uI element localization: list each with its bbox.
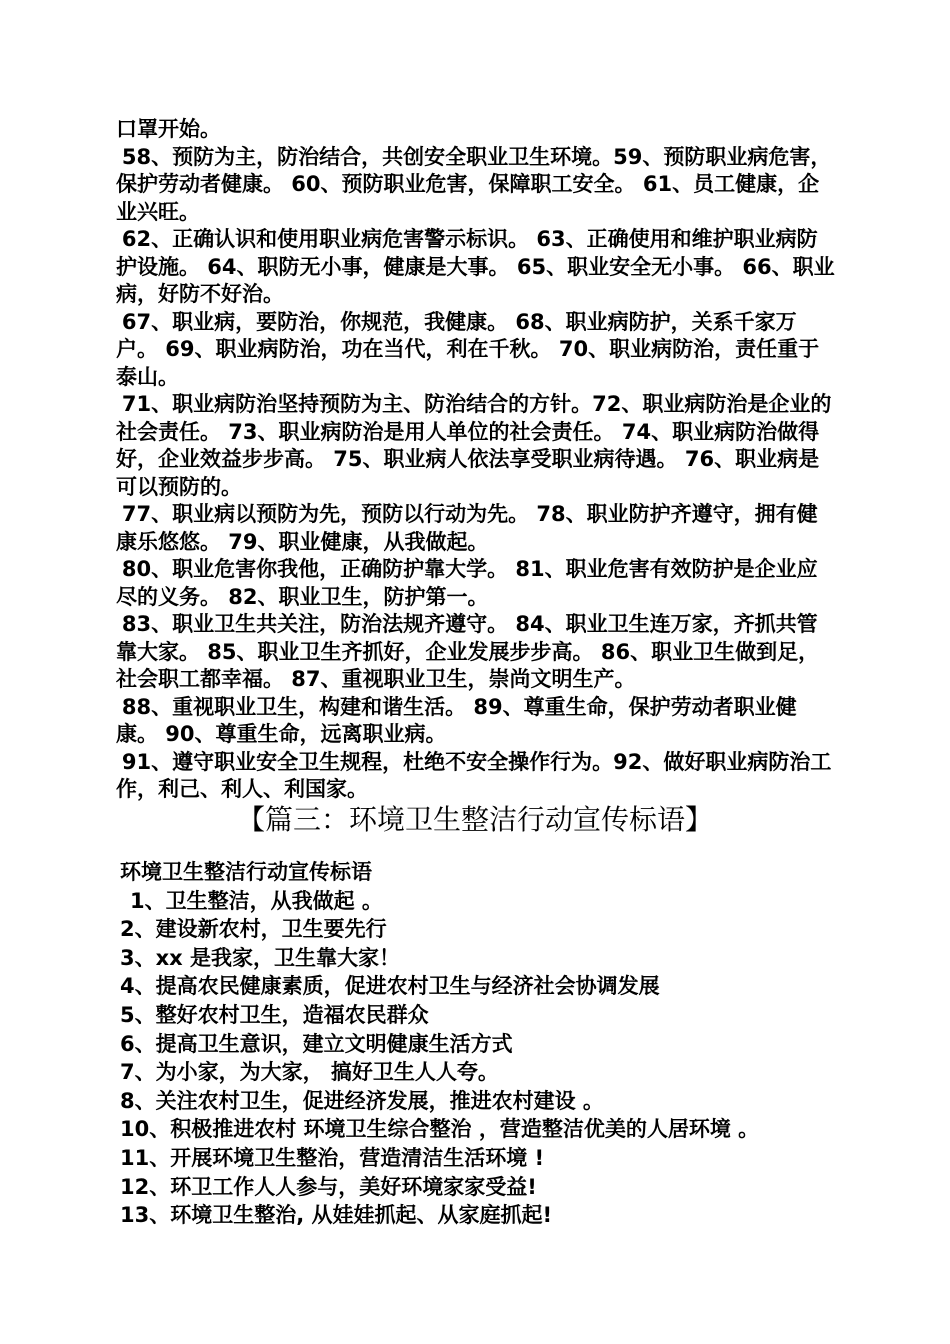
paragraph: 83、职业卫生共关注，防治法规齐遵守。 84、职业卫生连万家，齐抓共管靠大家。 85、职业卫生齐抓好，企业发展步步高。 86、职业卫生做到足，社会职工都幸福。 87、重视职业卫生，崇尚文明生产。 bbox=[116, 612, 820, 691]
list-item: 5、整好农村卫生，造福农民群众 bbox=[120, 1002, 429, 1027]
list-item: 1、卫生整洁，从我做起 。 bbox=[130, 888, 383, 913]
list-item: 10、积极推进农村 环境卫生综合整治 ，营造整洁优美的人居环境 。 bbox=[120, 1117, 760, 1142]
paragraph: 口罩开始。 bbox=[116, 117, 221, 141]
list-item: 12、环卫工作人人参与，美好环境家家受益! bbox=[120, 1174, 537, 1199]
list-item: 6、提高卫生意识，建立文明健康生活方式 bbox=[120, 1031, 513, 1056]
occupational-health-slogans bbox=[116, 116, 838, 804]
list-item: 3、xx 是我家，卫生靠大家！ bbox=[120, 945, 401, 970]
paragraph: 67、职业病，要防治，你规范，我健康。 68、职业病防护，关系千家万户。 69、职业病防治，功在当代，利在千秋。 70、职业病防治，责任重于泰山。 bbox=[116, 309, 820, 389]
paragraph: 80、职业危害你我他，正确防护靠大学。 81、职业危害有效防护是企业应尽的义务。 82、职业卫生，防护第一。 bbox=[116, 557, 818, 609]
section-heading: 【篇三：环境卫生整洁行动宣传标语】 bbox=[236, 803, 713, 836]
list-item: 7、为小家，为大家， 搞好卫生人人夸。 bbox=[120, 1060, 499, 1085]
list-item: 2、建设新农村，卫生要先行 bbox=[120, 917, 387, 942]
paragraph: 91、遵守职业安全卫生规程，杜绝不安全操作行为。92、做好职业病防治工作，利己、利人、利国家。 bbox=[116, 749, 832, 801]
sanitation-slogan-list bbox=[120, 858, 880, 1230]
list-item: 8、关注农村卫生，促进经济发展，推进农村建设 。 bbox=[120, 1088, 604, 1113]
list-title: 环境卫生整洁行动宣传标语 bbox=[120, 860, 372, 884]
paragraph: 77、职业病以预防为先，预防以行动为先。 78、职业防护齐遵守，拥有健康乐悠悠。 79、职业健康，从我做起。 bbox=[116, 502, 818, 554]
list-item: 13、环境卫生整治, 从娃娃抓起、从家庭抓起! bbox=[120, 1203, 553, 1228]
paragraph: 58、预防为主，防治结合，共创安全职业卫生环境。59、预防职业病危害，保护劳动者健康。 60、预防职业危害，保障职工安全。 61、员工健康，企业兴旺。 bbox=[116, 144, 832, 224]
paragraph: 62、正确认识和使用职业病危害警示标识。 63、正确使用和维护职业病防护设施。 64、职防无小事，健康是大事。 65、职业安全无小事。 66、职业病，好防不好治。 bbox=[116, 227, 835, 306]
paragraph: 71、职业病防治坚持预防为主、防治结合的方针。72、职业病防治是企业的社会责任。 73、职业病防治是用人单位的社会责任。 74、职业病防治做得好，企业效益步步高。 75、职业病人依法享受职业病待遇。 76、职业病是可以预防的。 bbox=[116, 392, 832, 499]
paragraph: 88、重视职业卫生，构建和谐生活。 89、尊重生命，保护劳动者职业健康。 90、尊重生命，远离职业病。 bbox=[116, 694, 797, 746]
list-item: 4、提高农民健康素质，促进农村卫生与经济社会协调发展 bbox=[120, 974, 660, 999]
list-item: 11、开展环境卫生整治，营造清洁生活环境 ! bbox=[120, 1145, 545, 1170]
